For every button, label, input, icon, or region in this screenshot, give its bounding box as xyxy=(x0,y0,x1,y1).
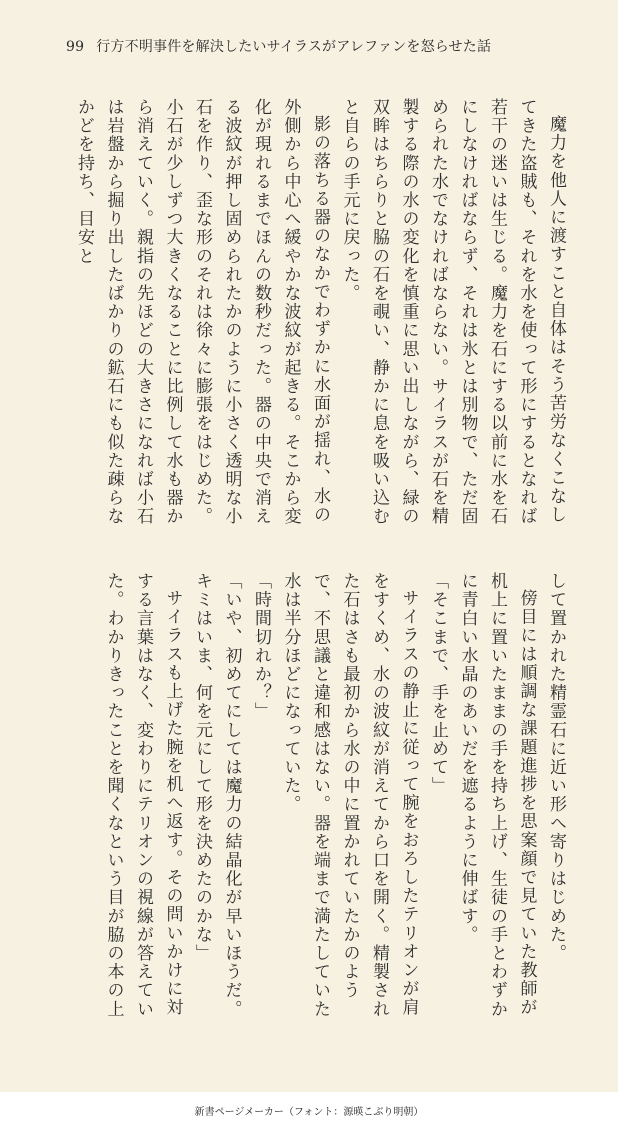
footer-bar xyxy=(0,1092,618,1132)
upper-text-block xyxy=(60,98,570,530)
dialogue-line: 「そこまで、手を止めて」 xyxy=(428,572,448,796)
chapter-title: 行方不明事件を解決したいサイラスがアレファンを怒らせた話 xyxy=(96,39,492,55)
paragraph: 傍目には順調な課題進捗を思案顔で見ていた教師が机上に置いたままの手を持ち上げ、生徒の手とわずかに青白い水晶のあいだを遮るように伸ばす。 xyxy=(457,572,537,1019)
footer-credit: 新書ページメーカー（フォント：源暎こぶり明朝） xyxy=(194,1107,424,1118)
paragraph: 影の落ちる器のなかでわずかに水面が揺れ、水の外側から中心へ緩やかな波紋が起きる。そこから変化が現れるまでほんの数秒だった。器の中央で消える波紋が押し固められたかのように小さく透明な小石を作り、歪な形のそれは徐々に膨張をはじめた。小石が少しずつ大きくなることに比例して水も器から消えていく。親指の先ほどの大きさになれば小石は岩盤から掘り出したばかりの鉱石にも似た疎らなかどを持ち、目安と xyxy=(74,98,330,526)
paragraph: 魔力を他人に渡すこと自体はそう苦労なくこなしてきた盗賊も、それを水を使って形にするとなれば若干の迷いは生じる。魔力を石にする以前に水を石にしなければならず、それは氷とは別物で、ただ固められた水でなければならない。サイラスが石を精製する際の水の変化を慎重に思い出しながら、緑の双眸はちらりと脇の石を覗い、静かに息を吸い込むと自らの手元に戻った。 xyxy=(339,98,566,526)
lower-text-block xyxy=(60,572,570,1028)
paragraph: サイラスも上げた腕を机へ返す。その問いかけに対する言葉はなく、変わりにテリオンの視線が答えていた。わかりきったことを聞くなという目が脇の本の上 xyxy=(103,572,183,1019)
running-header xyxy=(66,36,491,56)
dialogue-line: 「いや、初めてにしては魔力の結晶化が早いほうだ。キミはいま、何を元にして形を決めたのかな」 xyxy=(192,572,242,1019)
dialogue-line: 「時間切れか？」 xyxy=(251,572,271,721)
page-number: 99 xyxy=(66,39,85,55)
paragraph: サイラスの静止に従って腕をおろしたテリオンが肩をすくめ、水の波紋が消えてから口を開く。精製された石はさも最初から水の中に置かれていたかのようで、不思議と違和感はない。器を端まで満たしていた水は半分ほどになっていた。 xyxy=(280,572,419,1019)
paragraph: して置かれた精霊石に近い形へ寄りはじめた。 xyxy=(546,572,566,963)
